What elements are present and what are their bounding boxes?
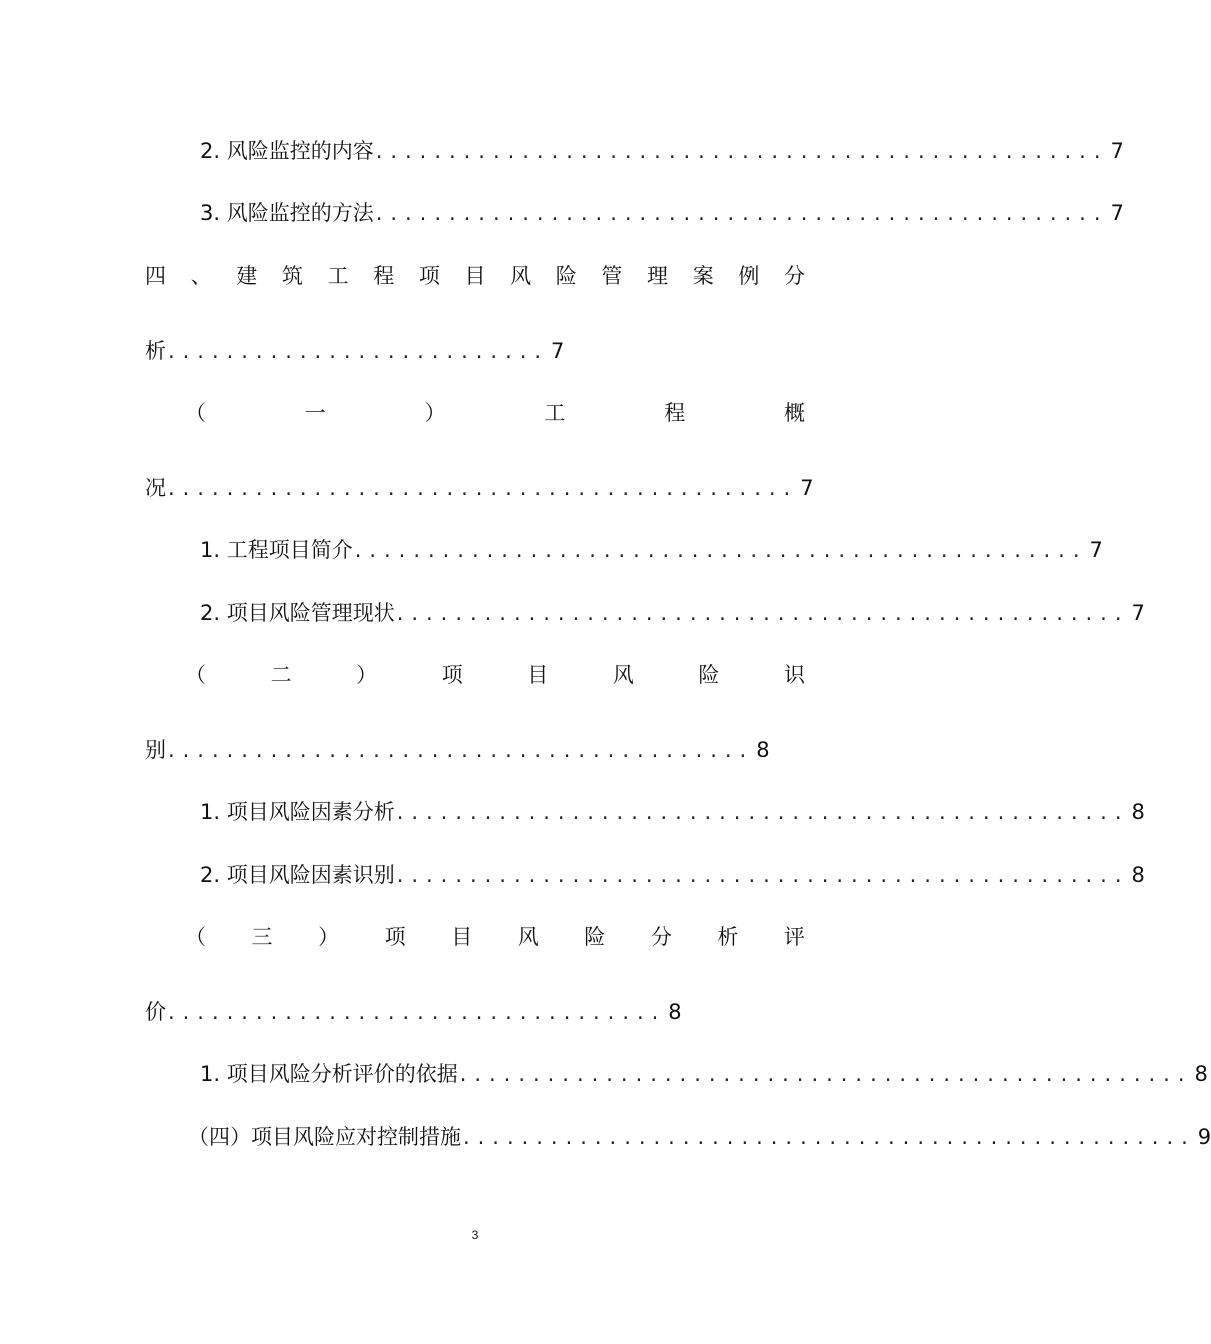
toc-page-number: 9	[1197, 1125, 1211, 1149]
heading-char: 项	[418, 264, 440, 288]
toc-section-risk-identification[interactable]	[185, 658, 805, 692]
heading-char: ）	[356, 663, 378, 687]
heading-char: 工	[544, 401, 566, 425]
heading-char: 分	[650, 925, 672, 949]
toc-entry-title: 3. 风险监控的方法	[200, 201, 374, 225]
toc-page-number: 7	[800, 476, 814, 500]
heading-char: 四	[145, 264, 166, 288]
heading-char: 管	[601, 264, 623, 288]
toc-section-risk-identification-continued[interactable]	[145, 733, 770, 767]
toc-dot-leader: ..................................	[168, 1000, 667, 1024]
heading-char: 案	[692, 264, 714, 288]
heading-char: 分	[783, 264, 805, 288]
heading-char: 析	[717, 925, 739, 949]
toc-dot-leader: ..................................................	[375, 201, 1109, 225]
heading-char: 建	[236, 264, 258, 288]
toc-entry-title: （四）项目风险应对控制措施	[188, 1125, 461, 1149]
toc-dot-leader: ..................................................	[354, 538, 1088, 562]
toc-page-number: 7	[1131, 601, 1145, 625]
toc-page-number: 8	[1131, 863, 1145, 887]
heading-char: 风	[612, 663, 634, 687]
toc-dot-leader: ..........................	[168, 339, 550, 363]
toc-page-number: 8	[756, 738, 770, 762]
toc-entry-title: 2. 风险监控的内容	[200, 139, 374, 163]
toc-page-number: 7	[1089, 538, 1103, 562]
heading-char: 程	[373, 264, 395, 288]
toc-entry-risk-factor-analysis[interactable]	[200, 795, 1145, 829]
toc-heading-case-analysis[interactable]	[145, 259, 805, 293]
toc-entry-title: 1. 项目风险分析评价的依据	[200, 1062, 458, 1086]
heading-char: （	[185, 663, 206, 687]
heading-char: 筑	[281, 264, 303, 288]
heading-char: 风	[517, 925, 539, 949]
toc-entry-title: 析	[145, 339, 166, 363]
toc-dot-leader: ...........................................	[168, 476, 799, 500]
toc-dot-leader: ..................................................	[375, 139, 1109, 163]
toc-entry-project-intro[interactable]	[200, 533, 1103, 567]
heading-char: 识	[783, 663, 805, 687]
heading-char: 例	[738, 264, 760, 288]
toc-entry-risk-monitoring-content[interactable]	[200, 134, 1124, 168]
toc-dot-leader: ..................................................	[459, 1062, 1193, 1086]
toc-dot-leader: ..................................................	[463, 1125, 1196, 1149]
heading-char: 工	[327, 264, 349, 288]
toc-entry-title: 1. 工程项目简介	[200, 538, 353, 562]
toc-page-number: 7	[1110, 201, 1124, 225]
toc-page-number: 8	[1131, 800, 1145, 824]
heading-char: ）	[424, 401, 446, 425]
toc-section-project-overview-continued[interactable]	[145, 471, 814, 505]
heading-char: 概	[783, 401, 805, 425]
heading-char: 项	[441, 663, 463, 687]
toc-entry-title: 1. 项目风险因素分析	[200, 800, 395, 824]
toc-entry-title: 2. 项目风险管理现状	[200, 601, 395, 625]
toc-entry-title: 价	[145, 1000, 166, 1024]
toc-entry-title: 2. 项目风险因素识别	[200, 863, 395, 887]
toc-page-number: 7	[1110, 139, 1124, 163]
heading-char: 项	[384, 925, 406, 949]
toc-dot-leader: ..................................................	[396, 863, 1130, 887]
toc-heading-case-analysis-continued[interactable]	[145, 334, 565, 368]
heading-char: （	[185, 401, 206, 425]
toc-entry-risk-management-status[interactable]	[200, 596, 1145, 630]
toc-entry-evaluation-basis[interactable]	[200, 1057, 1208, 1091]
page-footer-number: 3	[471, 1228, 479, 1242]
heading-char: 险	[698, 663, 720, 687]
heading-char: 三	[251, 925, 273, 949]
toc-section-project-overview[interactable]	[185, 396, 805, 430]
heading-char: 二	[270, 663, 292, 687]
heading-char: 理	[647, 264, 669, 288]
toc-entry-risk-factor-identification[interactable]	[200, 858, 1145, 892]
heading-char: 目	[451, 925, 473, 949]
heading-char: 目	[527, 663, 549, 687]
heading-char: 目	[464, 264, 486, 288]
heading-char: 一	[304, 401, 326, 425]
toc-entry-title: 别	[145, 738, 166, 762]
heading-char: 程	[664, 401, 686, 425]
toc-dot-leader: ........................................	[168, 738, 755, 762]
toc-dot-leader: ..................................................	[396, 800, 1130, 824]
heading-char: 险	[555, 264, 577, 288]
toc-page-number: 7	[551, 339, 565, 363]
toc-entry-title: 况	[145, 476, 166, 500]
heading-char: 风	[510, 264, 532, 288]
toc-page-number: 8	[668, 1000, 682, 1024]
heading-char: 险	[584, 925, 606, 949]
toc-entry-risk-monitoring-methods[interactable]	[200, 196, 1124, 230]
heading-char: 评	[783, 925, 805, 949]
toc-page-number: 8	[1194, 1062, 1208, 1086]
heading-char: ）	[318, 925, 340, 949]
heading-char: （	[185, 925, 206, 949]
toc-section-risk-response-measures[interactable]	[188, 1120, 1211, 1154]
toc-dot-leader: ..................................................	[396, 601, 1130, 625]
toc-section-risk-evaluation-continued[interactable]	[145, 995, 682, 1029]
toc-section-risk-evaluation[interactable]	[185, 920, 805, 954]
heading-char: 、	[190, 264, 212, 288]
